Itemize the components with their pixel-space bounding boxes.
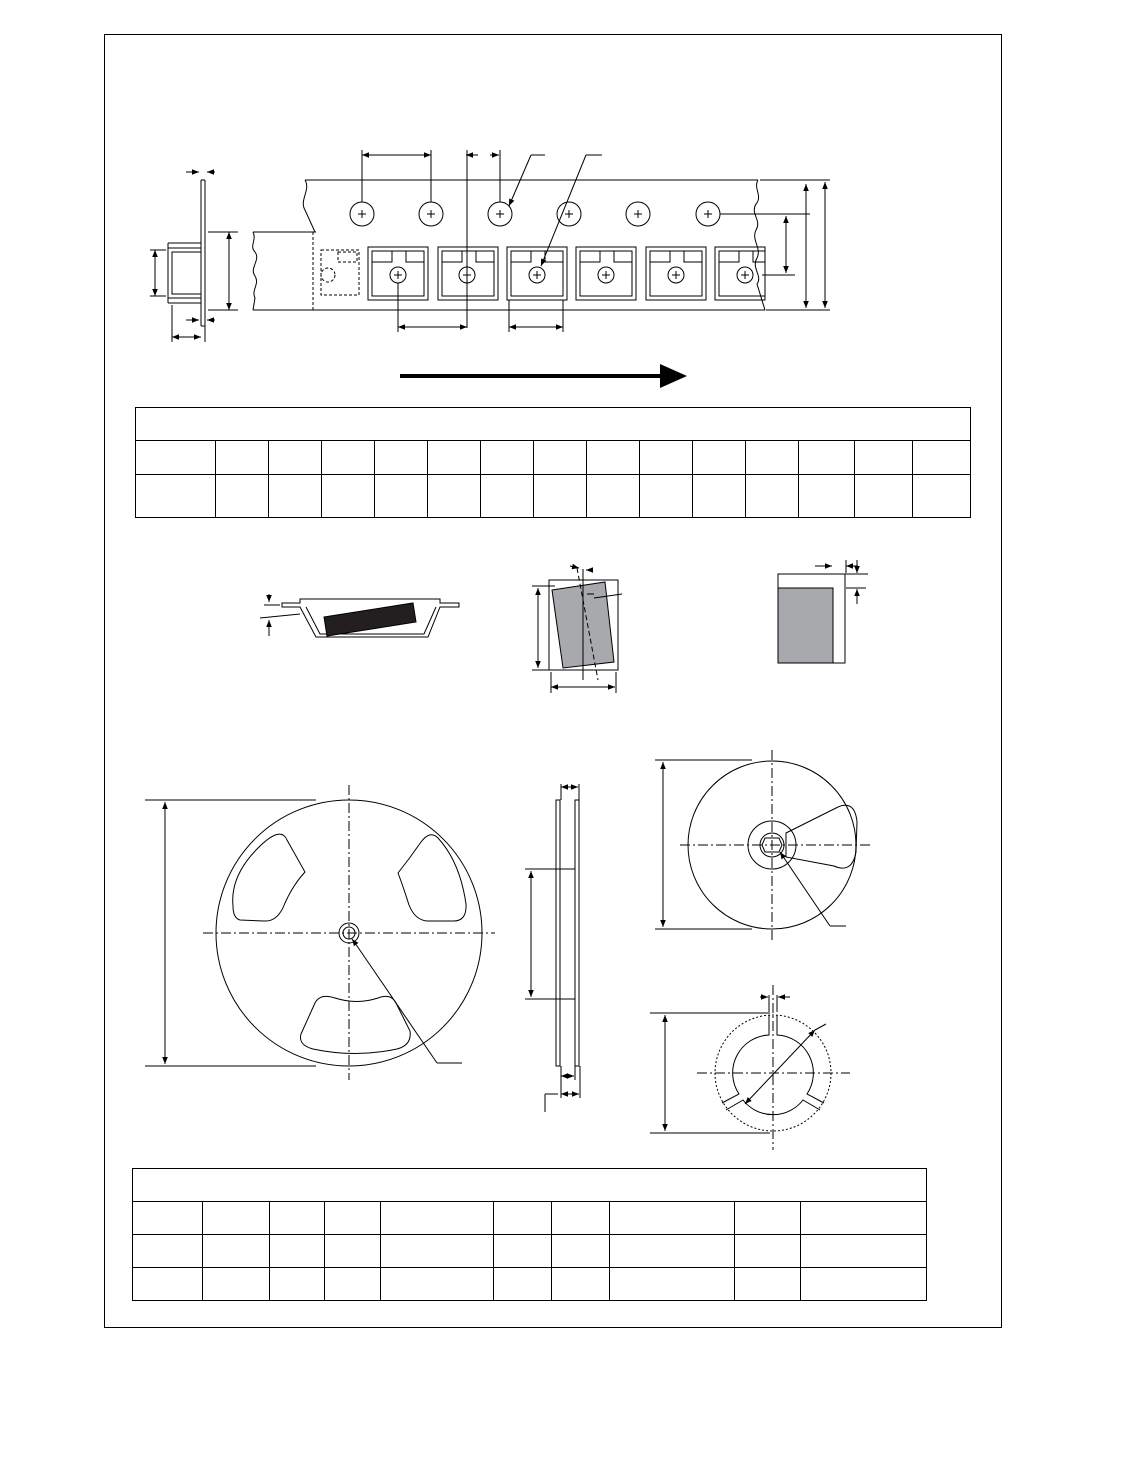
table-cell — [269, 441, 322, 475]
table-cell — [640, 475, 693, 518]
component-pockets — [368, 247, 765, 300]
table-cell — [133, 1235, 203, 1268]
table-cell — [801, 1202, 927, 1235]
table-cell — [552, 1202, 610, 1235]
table-cell — [203, 1202, 270, 1235]
tape-table-header-row — [136, 441, 971, 475]
tape-table-value-row — [136, 475, 971, 518]
table-cell — [481, 441, 534, 475]
tape-table-title — [136, 408, 971, 441]
table-cell — [855, 441, 913, 475]
table-cell — [322, 441, 375, 475]
table-cell — [136, 475, 216, 518]
component-tilt-in-pocket — [260, 594, 459, 637]
reel-side-view — [525, 784, 580, 1112]
tape-side-section — [150, 172, 238, 342]
table-cell — [801, 1235, 927, 1268]
table-cell — [735, 1202, 801, 1235]
table-cell — [136, 441, 216, 475]
table-cell — [325, 1235, 381, 1268]
table-cell — [270, 1202, 325, 1235]
table-cell — [428, 475, 481, 518]
table-cell — [133, 1268, 203, 1301]
table-cell — [216, 475, 269, 518]
component-lateral-movement — [778, 560, 868, 663]
component-rotation-in-pocket — [532, 566, 622, 693]
table-cell — [552, 1235, 610, 1268]
table-cell — [481, 475, 534, 518]
table-cell — [270, 1235, 325, 1268]
table-cell — [494, 1235, 552, 1268]
table-cell — [610, 1268, 735, 1301]
table-cell — [322, 475, 375, 518]
table-cell — [746, 475, 799, 518]
reel-table-header-row — [133, 1202, 927, 1235]
table-cell — [610, 1202, 735, 1235]
table-cell — [610, 1235, 735, 1268]
reel-dimension-table — [132, 1168, 927, 1301]
table-cell — [799, 475, 855, 518]
table-cell — [534, 475, 587, 518]
table-cell — [428, 441, 481, 475]
table-cell — [216, 441, 269, 475]
table-cell — [381, 1268, 494, 1301]
table-cell — [534, 441, 587, 475]
reel-table-title — [133, 1169, 927, 1202]
table-cell — [381, 1235, 494, 1268]
table-cell — [494, 1268, 552, 1301]
table-cell — [494, 1202, 552, 1235]
table-cell — [381, 1202, 494, 1235]
table-cell — [203, 1268, 270, 1301]
table-cell — [325, 1202, 381, 1235]
table-cell — [325, 1268, 381, 1301]
table-cell — [801, 1268, 927, 1301]
table-cell — [587, 475, 640, 518]
table-cell — [375, 475, 428, 518]
table-cell — [735, 1235, 801, 1268]
table-row — [133, 1235, 927, 1268]
table-cell — [552, 1268, 610, 1301]
reel-front-view — [145, 785, 495, 1080]
sprocket-holes — [350, 202, 720, 226]
table-cell — [913, 441, 971, 475]
table-cell — [203, 1235, 270, 1268]
table-cell — [693, 475, 746, 518]
table-cell — [640, 441, 693, 475]
table-cell — [913, 475, 971, 518]
tape-dimension-table — [135, 407, 971, 518]
table-cell — [735, 1268, 801, 1301]
table-cell — [587, 441, 640, 475]
table-cell — [855, 475, 913, 518]
table-cell — [375, 441, 428, 475]
table-cell — [746, 441, 799, 475]
table-cell — [270, 1268, 325, 1301]
feed-direction-arrow — [400, 364, 687, 388]
reel-hub-detail — [655, 750, 870, 942]
reel-hub-slot-detail — [650, 985, 850, 1150]
table-cell — [269, 475, 322, 518]
table-row — [133, 1268, 927, 1301]
table-cell — [799, 441, 855, 475]
table-cell — [693, 441, 746, 475]
carrier-tape-top-view — [253, 150, 830, 332]
table-cell — [133, 1202, 203, 1235]
